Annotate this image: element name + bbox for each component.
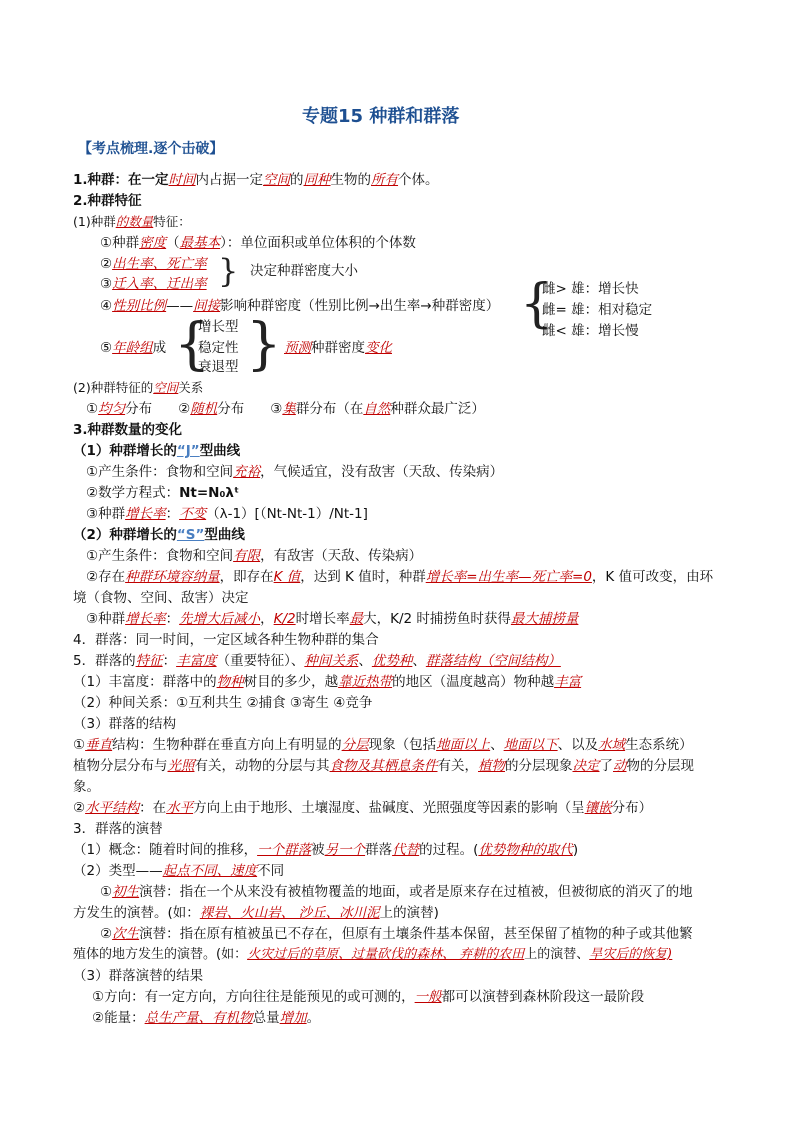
kw-s: “S”	[176, 527, 205, 543]
kw-tropics: 靠近热带	[338, 674, 393, 690]
text: 物的分层现	[626, 758, 694, 774]
kw-vertical: 垂直	[85, 737, 113, 753]
line-direction	[92, 988, 644, 1006]
text: ①产生条件：食物和空间	[86, 548, 234, 564]
text: 了	[599, 758, 613, 774]
text: 、	[412, 653, 426, 669]
kw-primary: 初生	[112, 884, 140, 900]
text: 群落	[365, 842, 393, 858]
age-type-2: 稳定性	[198, 340, 239, 356]
line-quantity-features	[73, 213, 191, 231]
text: 有关，动物的分层与其	[194, 758, 330, 774]
text: （重要特征）、	[216, 653, 305, 669]
line-succession-types	[73, 862, 284, 880]
line-density	[100, 234, 416, 252]
text: 的地区（温度越高）物种越	[392, 674, 555, 690]
line-community-features	[73, 652, 561, 670]
text: 殖体的地方发生的演替。(如：	[73, 947, 248, 962]
text: (2)种群特征的	[73, 380, 154, 395]
text: ③	[100, 276, 113, 292]
kw-sex-ratio: 性别比例	[112, 298, 167, 314]
text: ①	[73, 737, 86, 753]
line-j-condition	[86, 463, 503, 481]
line-j-equation	[86, 484, 239, 502]
line-population-def	[73, 171, 439, 189]
line-migration	[100, 275, 207, 293]
text: 大，K/2 时捕捞鱼时获得	[363, 611, 511, 627]
text: ，气候适宜，没有敌害（天敌、传染病）	[260, 464, 504, 480]
kw-max: 最	[349, 611, 364, 627]
text: ，即存在	[219, 569, 274, 585]
kw-limited: 有限	[233, 548, 261, 564]
kw-secondary-examples: 火灾过后的草原、过量砍伐的森林、 弃耕的农田	[247, 947, 525, 962]
line-s-capacity-cont: 境（食物、空间、敌害）决定	[73, 590, 249, 606]
line-s-condition	[86, 547, 422, 565]
kw-increase: 增加	[279, 1010, 307, 1026]
text: 上的演替)	[379, 905, 439, 921]
text: ①方向：有一定方向，方向往往是能预见的或可测的，	[92, 989, 415, 1005]
kw-production: 总生产量、有机物	[144, 1010, 253, 1026]
text: 分布	[217, 401, 245, 417]
text: 现象（包括	[368, 737, 437, 753]
text: 种群密度	[311, 340, 365, 356]
sex-ratio-3: 雌< 雄：增长慢	[542, 323, 639, 339]
kw-primary-examples: 裸岩、火山岩、 沙丘、冰川泥	[199, 905, 380, 921]
kw-mosaic: 镶嵌	[584, 800, 612, 816]
text: ，有敌害（天敌、传染病）	[260, 548, 423, 564]
kw-start-speed: 起点不同、速度	[162, 863, 258, 879]
kw-rich: 丰富	[554, 674, 582, 690]
text: 被	[311, 842, 325, 858]
text: 植物分层分布与	[73, 758, 168, 774]
text: （1）种群增长的	[73, 443, 177, 459]
page-title: 专题15 种群和群落	[302, 106, 460, 127]
kw-dominant: 优势种	[371, 653, 413, 669]
kw-all: 所有	[371, 172, 399, 188]
heading-j-curve	[73, 442, 240, 460]
text: 有关，	[437, 758, 478, 774]
heading-succession: 3．群落的演替	[73, 821, 163, 837]
heading-population-features: 2.种群特征	[73, 193, 142, 209]
text: ，K 值可改变，由环	[591, 569, 714, 585]
line-predict	[284, 339, 392, 357]
kw-random: 随机	[190, 401, 218, 417]
line-layer-cause	[73, 757, 694, 775]
kw-abundant: 充裕	[233, 464, 261, 480]
kw-water: 水域	[598, 737, 626, 753]
line-layer-cause-cont: 象。	[73, 779, 100, 795]
line-succession-result: （3）群落演替的结果	[73, 968, 204, 984]
kw-below-ground: 地面以下	[503, 737, 558, 753]
text: ②	[100, 256, 113, 272]
text: （2）种群增长的	[73, 527, 177, 543]
kw-max-catch: 最大捕捞量	[510, 611, 579, 627]
line-vertical	[73, 736, 693, 754]
text: （1）丰富度：群落中的	[73, 674, 217, 690]
line-interspecific: （2）种间关系：①互利共生 ②捕食 ③寄生 ④竞争	[73, 695, 373, 711]
text: ⑤	[100, 340, 113, 356]
text: ②数学方程式：	[86, 485, 180, 501]
text: 型曲线	[204, 527, 245, 543]
brace-right-small: }	[218, 252, 239, 290]
text: ：在	[139, 800, 167, 816]
kw-horizontal-structure: 水平结构	[85, 800, 140, 816]
text: ④	[100, 298, 113, 314]
text: 总量	[252, 1010, 280, 1026]
text: ：	[165, 611, 180, 627]
kw-same-species: 同种	[303, 172, 331, 188]
text: ①	[100, 884, 113, 900]
kw-growth-rate: 增长率	[125, 506, 166, 522]
kw-growth-rate: 增长率	[125, 611, 166, 627]
kw-generally: 一般	[414, 989, 442, 1005]
text: ③种群	[86, 611, 126, 627]
text: 、以及	[557, 737, 599, 753]
kw-decide: 决定	[572, 758, 600, 774]
text: 生物的	[330, 172, 372, 188]
line-horizontal	[73, 799, 652, 817]
age-type-1: 增长型	[198, 319, 239, 335]
text: 。	[306, 1010, 321, 1026]
line-distribution	[86, 400, 485, 418]
kw-rate-zero: 增长率=出生率—死亡率=0	[425, 569, 592, 585]
kw-one-community: 一个群落	[257, 842, 312, 858]
kw-k2: K/2	[273, 611, 296, 627]
kw-replace: 代替	[392, 842, 420, 858]
text: 成	[152, 340, 167, 356]
kw-light: 光照	[167, 758, 195, 774]
heading-s-curve	[73, 526, 245, 544]
line-birth-death	[100, 255, 207, 273]
text: 的	[290, 172, 304, 188]
kw-change: 变化	[365, 340, 392, 356]
kw-k-value: K 值	[273, 569, 301, 585]
kw-dominant-replace: 优势物种的取代	[478, 842, 573, 858]
text: ②	[100, 926, 113, 942]
kw-above-ground: 地面以上	[436, 737, 491, 753]
text: 演替：指在一个从来没有被植物覆盖的地面，或者是原来存在过植被，但被彻底的消灭了的地	[139, 884, 693, 900]
text: 时增长率	[295, 611, 350, 627]
text: )	[572, 842, 579, 858]
text: 、	[358, 653, 372, 669]
kw-age: 年龄组	[112, 340, 153, 356]
text: 、	[490, 737, 504, 753]
kw-uniform: 均匀	[98, 401, 126, 417]
kw-structure: 群落结构（空间结构）	[425, 653, 561, 669]
text: 关系	[178, 380, 204, 395]
text: ①种群	[100, 235, 140, 251]
brace-left-sex: {	[520, 274, 554, 334]
line-succession-def	[73, 841, 578, 859]
text: 方发生的演替。(如：	[73, 905, 200, 921]
kw-natural: 自然	[363, 401, 391, 417]
line-sex-ratio	[100, 297, 499, 315]
line-s-rate	[86, 610, 578, 628]
sex-ratio-1: 雌> 雄：增长快	[542, 281, 639, 297]
text: ：	[162, 653, 177, 669]
text: ①产生条件：食物和空间	[86, 464, 234, 480]
text: ——	[166, 298, 194, 314]
text: 树目的多少，越	[243, 674, 339, 690]
sex-ratio-2: 雌= 雄：相对稳定	[542, 302, 653, 318]
text: ②能量：	[92, 1010, 145, 1026]
age-type-3: 衰退型	[198, 359, 239, 375]
text: 分布）	[611, 800, 653, 816]
line-s-capacity	[86, 568, 713, 586]
text: 分布	[125, 401, 153, 417]
line-richness	[73, 673, 581, 691]
text: (1)种群	[73, 214, 116, 229]
kw-feature: 特征	[135, 653, 163, 669]
kw-cluster: 集	[282, 401, 296, 417]
text: ，	[260, 611, 274, 627]
kw-birth-death: 出生率、死亡率	[112, 256, 207, 272]
kw-predict: 预测	[284, 340, 311, 356]
kw-capacity: 种群环境容纳量	[125, 569, 220, 585]
text: ②存在	[86, 569, 126, 585]
text: 上的演替、	[524, 947, 590, 962]
kw-food-habitat: 食物及其栖息条件	[329, 758, 438, 774]
text: 个体。	[398, 172, 439, 188]
text: ②	[178, 401, 191, 417]
text: ①	[86, 401, 99, 417]
section-heading: 【考点梳理.逐个击破】	[78, 141, 224, 157]
text: 的分层现象	[505, 758, 573, 774]
kw-j: “J”	[176, 443, 200, 459]
text: （1）概念：随着时间的推移，	[73, 842, 258, 858]
text: 群分布（在	[295, 401, 364, 417]
text: ，达到 K 值时，种群	[300, 569, 426, 585]
text: ②	[73, 800, 86, 816]
text: 5．群落的	[73, 653, 136, 669]
line-j-rate	[86, 505, 368, 523]
population-term: 1.种群：在一定	[73, 172, 169, 188]
text: ③种群	[86, 506, 126, 522]
text: 方向上由于地形、土壤湿度、盐碱度、光照强度等因素的影响（呈	[193, 800, 585, 816]
kw-space: 空间	[263, 172, 291, 188]
text: （	[166, 235, 180, 251]
kw-constant: 不变	[179, 506, 207, 522]
kw-animal: 动	[613, 758, 627, 774]
kw-species: 物种	[216, 674, 244, 690]
text: 内占据一定	[195, 172, 264, 188]
kw-interspecific: 种间关系	[304, 653, 359, 669]
text: ：	[165, 506, 180, 522]
text: 生态系统）	[625, 737, 693, 753]
text: 影响种群密度（性别比例→出生率→种群密度）	[220, 298, 500, 314]
text: 演替：指在原有植被虽已不存在，但原有土壤条件基本保留，甚至保留了植物的种子或其他繁	[139, 926, 693, 942]
kw-spatial: 空间	[153, 380, 179, 395]
kw-richness: 丰富度	[176, 653, 217, 669]
text: 不同	[257, 863, 285, 879]
text: 特征：	[153, 214, 191, 229]
text: 种群众最广泛）	[390, 401, 485, 417]
text: 都可以演替到森林阶段这一最阶段	[441, 989, 645, 1005]
text: ③	[270, 401, 283, 417]
kw-drought: 旱灾后的恢复)	[589, 947, 673, 962]
line-primary-cont	[73, 904, 439, 922]
line-community-structure: （3）群落的结构	[73, 716, 177, 732]
kw-inc-dec: 先增大后减小	[179, 611, 261, 627]
line-secondary-cont	[73, 946, 672, 964]
kw-indirect: 间接	[193, 298, 221, 314]
brace-left-age: {	[174, 312, 210, 377]
text: （2）类型——	[73, 863, 163, 879]
kw-most-basic: 最基本	[179, 235, 221, 251]
text: 的过程。(	[419, 842, 479, 858]
kw-density: 密度	[139, 235, 167, 251]
line-community: 4．群落：同一时间，一定区域各种生物种群的集合	[73, 632, 379, 648]
kw-quantity: 的数量	[115, 214, 154, 229]
line-age-structure	[100, 339, 166, 357]
text: 结构：生物种群在垂直方向上有明显的	[112, 737, 342, 753]
equation: Nt=N₀λᵗ	[179, 485, 240, 501]
kw-time: 时间	[168, 172, 196, 188]
kw-another: 另一个	[324, 842, 366, 858]
text: 型曲线	[199, 443, 241, 459]
line-spatial	[73, 379, 203, 397]
brace-right-age: }	[246, 312, 282, 377]
line-secondary	[100, 925, 693, 943]
text-determine-density: 决定种群密度大小	[250, 263, 358, 279]
kw-secondary: 次生	[112, 926, 140, 942]
line-primary	[100, 883, 693, 901]
line-energy	[92, 1009, 320, 1027]
kw-layering: 分层	[341, 737, 369, 753]
kw-plant: 植物	[478, 758, 505, 774]
heading-number-change: 3.种群数量的变化	[73, 422, 183, 438]
kw-horizontal: 水平	[166, 800, 194, 816]
text: ）：单位面积或单位体积的个体数	[220, 235, 416, 251]
kw-migration: 迁入率、迁出率	[112, 276, 207, 292]
text: （λ-1）[（Nt-Nt-1）/Nt-1]	[206, 506, 368, 522]
